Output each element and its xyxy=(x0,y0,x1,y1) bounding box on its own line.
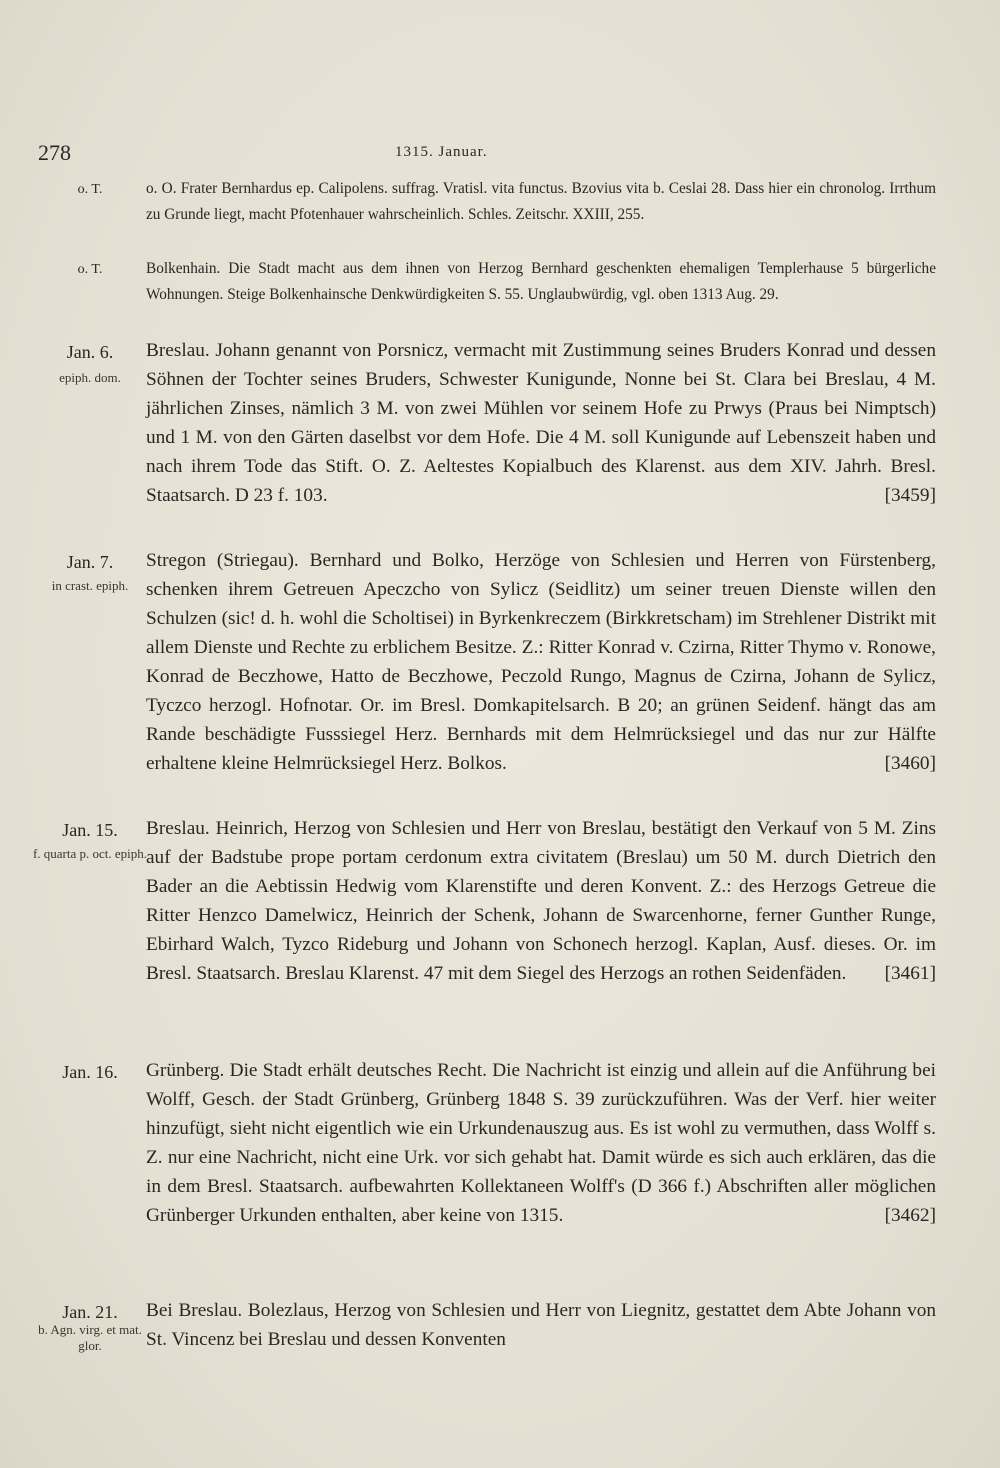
page-header xyxy=(0,140,1000,170)
entry-text: Bolkenhain. Die Stadt macht aus dem ihnen von Herzog Bernhard geschenkten ehemaligen Templerhause 5 bürgerliche Wohnungen. Steige Bolkenhainsche Denkwürdigkeiten S. 55. Unglaubwürdig, vgl. oben 1313 Aug. 29. xyxy=(146,260,936,303)
entry-text xyxy=(146,1296,936,1354)
entry-body: Breslau. Heinrich, Herzog von Schlesien und Herr von Breslau, bestätigt den Verkauf von 5 M. Zins auf der Badstube prope portam cerdonum extra civitatem (Breslau) um 50 M. durch Dietrich den Bader an die Aebtissin Hedwig vom Klarenstifte und deren Konvent. Z.: des Herzogs Getreue die Ritter Henzco Damelwicz, Heinrich der Schenk, Johann de Swarcenhorne, ferner Gunther Runge, Ebirhard Walch, Tyzco Rideburg und Johann von Schonech herzogl. Kaplan, Ausf. dieses. Or. im Bresl. Staatsarch. Breslau Klarenst. 47 mit dem Siegel des Herzogs an rothen Seidenfäden. xyxy=(146,818,936,984)
entry-date: Jan. 21. xyxy=(62,1302,118,1322)
entry-date: Jan. 15. xyxy=(62,820,118,840)
entry-date: Jan. 7. xyxy=(66,552,114,572)
entry-feast-note: epiph. dom. xyxy=(59,370,121,385)
entry-text xyxy=(146,814,936,988)
entry-body: Grünberg. Die Stadt erhält deutsches Recht. Die Nachricht ist einzig und allein auf die Anführung bei Wolff, Gesch. der Stadt Grünberg, Grünberg 1848 S. 39 zurückzuführen. Was der Verf. hier weiter hinzufügt, sieht nicht eigentlich wie ein Urkundenauszug aus. Es ist wohl zu vermuthen, dass Wolff s. Z. nur eine Nachricht, nicht eine Urk. vor sich gehabt hat. Damit würde es sich auch erklären, das die in dem Bresl. Staatsarch. aufbewahrten Kollektaneen Wolff's (D 366 f.) Abschriften aller möglichen Grünberger Urkunden enthalten, aber keine von 1315. xyxy=(146,1060,936,1226)
regest-number: [3462] xyxy=(884,1205,936,1226)
entry-feast-note: b. Agn. virg. et mat. glor. xyxy=(38,1322,142,1353)
page-number: 278 xyxy=(38,140,71,165)
entry-date: o. T. xyxy=(77,262,103,277)
entry-date: Jan. 16. xyxy=(62,1062,118,1082)
running-title: 1315. Januar. xyxy=(395,144,488,160)
entry-text: o. O. Frater Bernhardus ep. Calipolens. suffrag. Vratisl. vita functus. Bzovius vita b. Ceslai 28. Dass hier ein chronolog. Irrthum zu Grunde liegt, macht Pfotenhauer wahrscheinlich. Schles. Zeitschr. XXIII, 255. xyxy=(146,180,936,223)
entry-text xyxy=(146,546,936,778)
entry-date: Jan. 6. xyxy=(66,342,114,362)
entry-date: o. T. xyxy=(77,182,103,197)
entry-feast-note: in crast. epiph. xyxy=(51,578,129,593)
regest-number: [3461] xyxy=(884,963,936,984)
entry-body: Breslau. Johann genannt von Porsnicz, vermacht mit Zustimmung seines Bruders Konrad und dessen Söhnen der Tochter seines Bruders, Schwester Kunigunde, Nonne bei St. Clara bei Breslau, 4 M. jährlichen Zinses, nämlich 3 M. von zwei Mühlen vor seinem Hofe zu Prwys (Praus bei Nimptsch) und 1 M. von den Gärten daselbst vor dem Hofe. Die 4 M. soll Kunigunde auf Lebenszeit haben und nach ihrem Tode das Stift. O. Z. Aeltestes Kopialbuch des Klarenst. aus dem XIV. Jahrh. Bresl. Staatsarch. D 23 f. 103. xyxy=(146,340,936,506)
regest-number: [3460] xyxy=(884,753,936,774)
entry-text xyxy=(146,336,936,510)
regest-number: [3459] xyxy=(884,485,936,506)
entry-body: Stregon (Striegau). Bernhard und Bolko, Herzöge von Schlesien und Herren von Fürstenberg, schenken ihrem Getreuen Apeczcho von Sylicz (Seidlitz) um seiner treuen Dienste willen den Schulzen (sic! d. h. wohl die Scholtisei) in Byrkenkreczem (Birkkretscham) im Strehlener Distrikt mit allem Dienste und Rechte zu erblichem Besitze. Z.: Ritter Konrad v. Czirna, Ritter Thymo v. Ronowe, Konrad de Beczhowe, Hatto de Beczhowe, Peczold Rungo, Magnus de Czirna, Johann de Sylicz, Tyczco herzogl. Hofnotar. Or. im Bresl. Domkapitelsarch. B 20; an grünen Seidenf. hängt das am Rande beschädigte Fusssiegel Herz. Bernhards mit dem Helmrücksiegel und das nur zur Hälfte erhaltene kleine Helmrücksiegel Herz. Bolkos. xyxy=(146,550,936,774)
entry-body: Bei Breslau. Bolezlaus, Herzog von Schlesien und Herr von Liegnitz, gestattet dem Abte Johann von St. Vincenz bei Breslau und dessen Konventen xyxy=(146,1300,936,1350)
entry-feast-note: f. quarta p. oct. epiph. xyxy=(32,846,148,861)
entry-text xyxy=(146,1056,936,1230)
